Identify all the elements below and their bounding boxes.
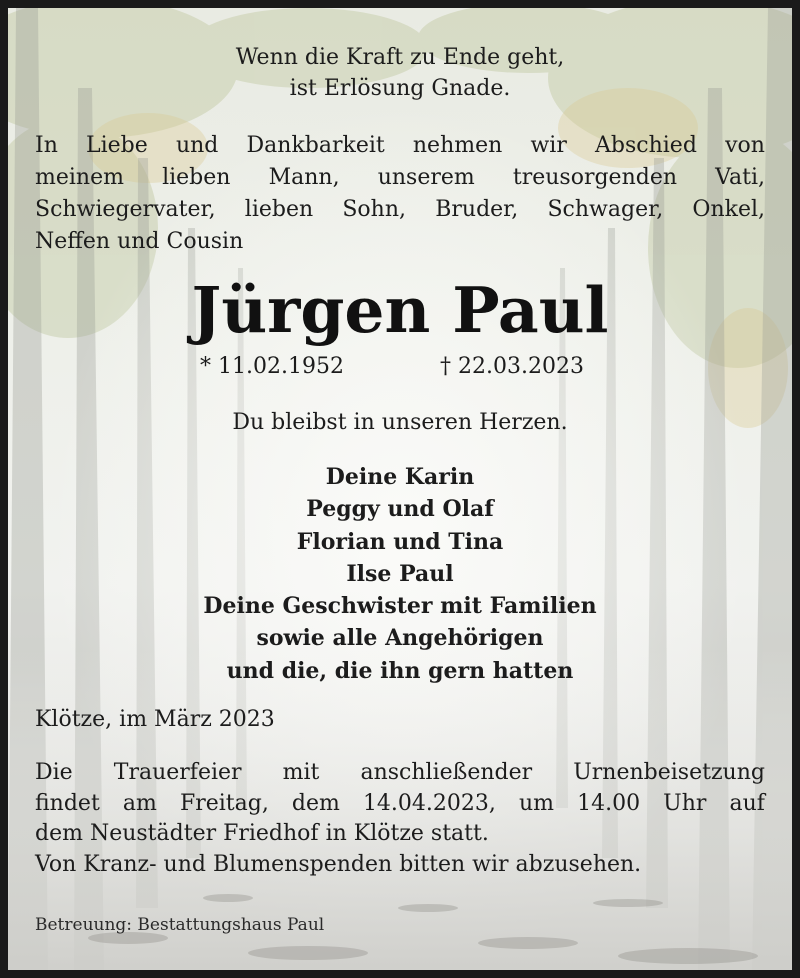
word: Die — [35, 760, 73, 785]
mourner: Peggy und Olaf — [306, 496, 494, 523]
word: Freitag, — [179, 790, 269, 816]
intro-line — [35, 130, 765, 162]
word: Schwager, — [547, 197, 664, 222]
death-date: † 22.03.2023 — [440, 354, 584, 379]
word: In — [35, 133, 58, 158]
service-line — [35, 758, 765, 789]
mourner: Florian und Tina — [296, 528, 504, 555]
service-info — [35, 758, 765, 880]
word: auf — [729, 790, 765, 816]
farewell-line: Du bleibst in unseren Herzen. — [232, 410, 568, 435]
word: von — [725, 133, 765, 158]
word: Bruder, — [435, 197, 519, 222]
mourner: und die, die ihn gern hatten — [226, 657, 574, 684]
word: Vati, — [715, 165, 765, 190]
obituary-card — [8, 8, 792, 970]
word: wir — [530, 133, 567, 158]
service-line — [35, 789, 765, 820]
word: um — [518, 790, 555, 816]
intro-line — [35, 162, 765, 194]
deceased-name: Jürgen Paul — [191, 273, 609, 347]
word: 14.04.2023, — [362, 790, 496, 816]
word: Trauerfeier — [113, 760, 242, 785]
word: nehmen — [412, 133, 503, 158]
service-line: Von Kranz- und Blumenspenden bitten wir abzusehen. — [35, 851, 642, 877]
intro-line — [35, 194, 765, 226]
word: und — [175, 133, 219, 158]
motto — [8, 42, 792, 104]
word: findet — [35, 790, 100, 816]
motto-line: ist Erlösung Gnade. — [289, 76, 511, 101]
word: Abschied — [595, 133, 697, 158]
word: Sohn, — [342, 197, 407, 222]
intro-text — [35, 130, 765, 258]
word: Mann, — [268, 165, 340, 190]
word: mit — [282, 760, 320, 785]
word: Urnenbeisetzung — [573, 760, 765, 785]
word: Schwiegervater, — [35, 197, 216, 222]
mourner: Deine Karin — [325, 464, 475, 490]
word: anschließender — [360, 760, 533, 785]
motto-line: Wenn die Kraft zu Ende geht, — [235, 45, 565, 70]
word: meinem — [35, 165, 124, 190]
word: dem — [291, 790, 340, 816]
word: 14.00 — [577, 790, 641, 816]
word: Onkel, — [692, 197, 765, 222]
word: unserem — [377, 165, 475, 190]
mourner: Deine Geschwister mit Familien — [203, 593, 597, 620]
word: Uhr — [663, 790, 707, 816]
birth-date: * 11.02.1952 — [200, 354, 344, 379]
word: Dankbarkeit — [246, 133, 385, 158]
word: treusorgenden — [512, 165, 678, 190]
word: lieben — [162, 165, 231, 190]
place-date: Klötze, im März 2023 — [35, 707, 275, 732]
mourner: Ilse Paul — [346, 560, 454, 587]
funeral-home-credit: Betreuung: Bestattungshaus Paul — [35, 915, 325, 935]
mourners-list — [8, 461, 792, 687]
word: am — [122, 790, 157, 816]
service-line: dem Neustädter Friedhof in Klötze statt. — [35, 821, 489, 846]
mourner: sowie alle Angehörigen — [256, 625, 544, 652]
word: lieben — [244, 197, 314, 222]
word: Liebe — [86, 133, 148, 158]
intro-line: Neffen und Cousin — [35, 229, 244, 254]
